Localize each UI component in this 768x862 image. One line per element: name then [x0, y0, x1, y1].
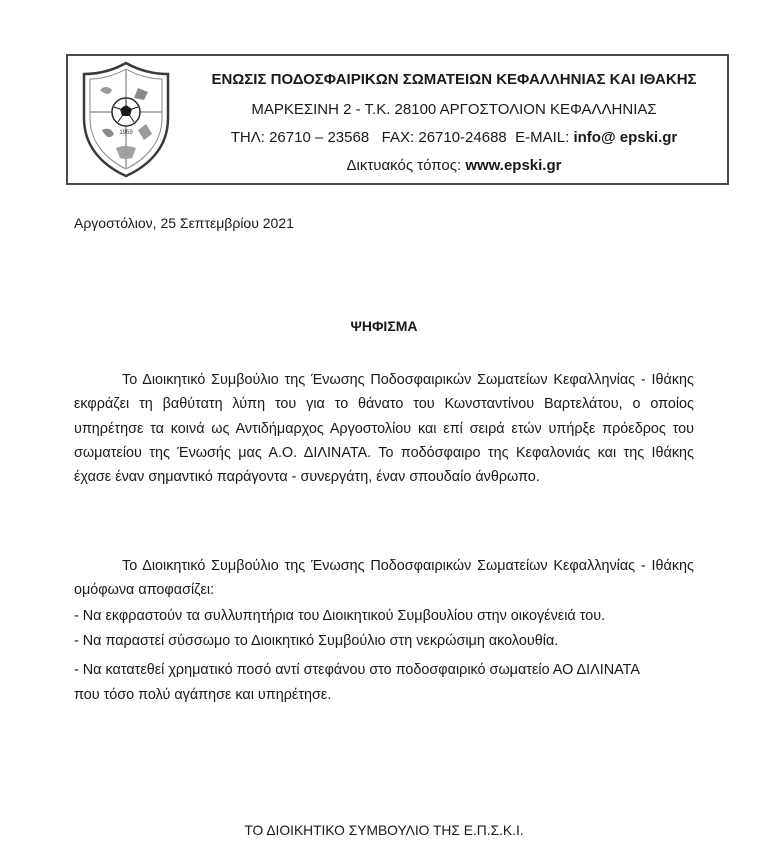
letterhead-box: [66, 54, 729, 185]
decision-item: - Να εκφραστούν τα συλλυπητήρια του Διοικητικού Συμβουλίου στην οικογένειά του.: [74, 608, 606, 624]
email-link[interactable]: info@ epski.gr: [573, 129, 678, 146]
decision-item: - Να κατατεθεί χρηματικό ποσό αντί στεφάνου στο ποδοσφαιρικό σωματείο ΑΟ ΔΙΛΙΝΑΤΑ: [74, 662, 640, 678]
signature-line: ΤΟ ΔΙΟΙΚΗΤΙΚΟ ΣΥΜΒΟΥΛΙΟ ΤΗΣ Ε.Π.Σ.Κ.Ι.: [244, 823, 524, 838]
decision-item-continuation: που τόσο πολύ αγάπησε και υπηρέτησε.: [74, 687, 332, 703]
org-name: ΕΝΩΣΙΣ ΠΟΔΟΣΦΑΙΡΙΚΩΝ ΣΩΜΑΤΕΙΩΝ ΚΕΦΑΛΛΗΝΙΑΣ ΚΑΙ ΙΘΑΚΗΣ: [211, 71, 697, 88]
contact-numbers: ΤΗΛ: 26710 – 23568 FAX: 26710-24688 E-MAIL:: [230, 129, 574, 146]
org-website: [180, 157, 728, 174]
logo-year: 1959: [119, 130, 133, 136]
website-label: Δικτυακός τόπος:: [346, 157, 466, 174]
decision-item: - Να παραστεί σύσσωμο το Διοικητικό Συμβούλιο στη νεκρώσιμη ακολουθία.: [74, 633, 559, 649]
date-line: Αργοστόλιον, 25 Σεπτεμβρίου 2021: [74, 215, 294, 231]
document-title: ΨΗΦΙΣΜΑ: [350, 318, 418, 334]
shield-crest-icon: [80, 60, 172, 178]
website-link[interactable]: www.epski.gr: [465, 157, 562, 174]
paragraph-resolution: Το Διοικητικό Συμβούλιο της Ένωσης Ποδοσφαιρικών Σωματείων Κεφαλληνίας - Ιθάκης εκφράζει τη βαθύτατη λύπη του για το θάνατο του Κωνσταντίνου Βαρτελάτου, ο οποίος υπηρέτησε τα κοινά ως Αντιδήμαρχος Αργοστολίου και επί σειρά ετών υπήρξε πρόεδρος του σωματείου της Ένωσής μας Α.Ο. ΔΙΛΙΝΑΤΑ. Το ποδόσφαιρο της Κεφαλονιάς και της Ιθάκης έχασε έναν σημαντικό παράγοντα - συνεργάτη, έναν σπουδαίο άνθρωπο.: [74, 372, 694, 486]
paragraph-decision-intro: Το Διοικητικό Συμβούλιο της Ένωσης Ποδοσφαιρικών Σωματείων Κεφαλληνίας - Ιθάκης ομόφωνα αποφασίζει:: [74, 558, 694, 599]
org-contact: [180, 129, 728, 146]
org-address: ΜΑΡΚΕΣΙΝΗ 2 - Τ.Κ. 28100 ΑΡΓΟΣΤΟΛΙΟΝ ΚΕΦΑΛΛΗΝΙΑΣ: [251, 101, 657, 118]
